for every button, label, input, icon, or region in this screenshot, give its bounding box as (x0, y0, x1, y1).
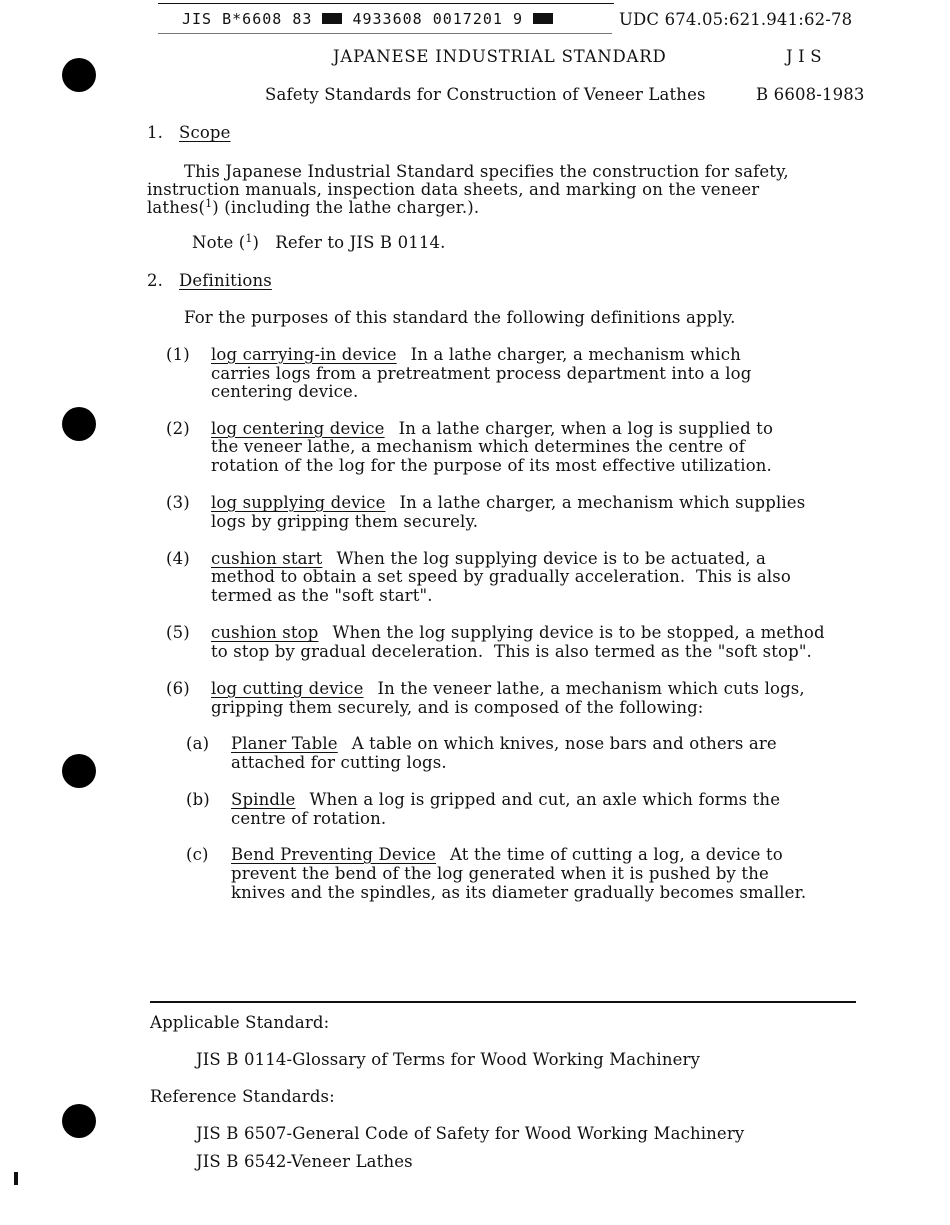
scope-line-2: instruction manuals, inspection data sheets, and marking on the veneer (147, 180, 760, 199)
def-3-text-1: In a lathe charger, a mechanism which supplies (399, 493, 806, 512)
def-3-line-2: logs by gripping them securely. (211, 512, 479, 531)
sub-b-label: (b) (186, 790, 210, 809)
sub-c-label: (c) (186, 845, 209, 864)
def-2-term: log centering device (211, 419, 385, 438)
def-1-text-1: In a lathe charger, a mechanism which (410, 345, 741, 364)
sub-a-label: (a) (186, 734, 210, 753)
reference-standards-label: Reference Standards: (150, 1087, 335, 1106)
scope-line-3-pre: lathes( (147, 198, 206, 217)
barcode-block-2 (533, 13, 553, 24)
sub-c-line-1 (231, 846, 783, 865)
def-4-line-2: method to obtain a set speed by gradually acceleration. This is also (211, 567, 791, 586)
def-1-label: (1) (166, 345, 190, 364)
def-1-line-2: carries logs from a pretreatment process department into a log (211, 364, 752, 383)
scope-note (192, 234, 446, 253)
sub-b-line-1 (231, 791, 780, 810)
def-1-line-1 (211, 346, 741, 365)
def-6-line-2: gripping them securely, and is composed of the following: (211, 698, 704, 717)
section-2-heading: Definitions (179, 271, 272, 290)
def-2-line-3: rotation of the log for the purpose of its most effective utilization. (211, 456, 772, 475)
standard-title: Safety Standards for Construction of Veneer Lathes (265, 85, 706, 104)
def-6-term: log cutting device (211, 679, 364, 698)
sub-b-text-1: When a log is gripped and cut, an axle which forms the (309, 790, 781, 809)
section-2-number: 2. (147, 271, 164, 290)
scope-line-1: This Japanese Industrial Standard specifies the construction for safety, (184, 162, 789, 181)
punch-hole-1 (62, 58, 96, 92)
section-1-number: 1. (147, 123, 164, 142)
scan-mark (14, 1172, 18, 1185)
scope-line-3-post: ) (including the lathe charger.). (212, 198, 480, 217)
scope-line-3 (147, 199, 479, 218)
def-2-line-1 (211, 420, 773, 439)
def-4-text-1: When the log supplying device is to be actuated, a (336, 549, 766, 568)
header-bottom-rule (158, 33, 612, 34)
def-3-label: (3) (166, 493, 190, 512)
def-1-line-3: centering device. (211, 382, 359, 401)
header-code-line (182, 10, 553, 28)
def-4-line-3: termed as the "soft start". (211, 586, 433, 605)
reference-standard-item-2: JIS B 6542-Veneer Lathes (196, 1152, 413, 1171)
sub-a-line-2: attached for cutting logs. (231, 753, 447, 772)
udc-code: UDC 674.05:621.941:62-78 (619, 10, 853, 29)
standard-number: B 6608-1983 (756, 85, 865, 104)
def-4-term: cushion start (211, 549, 323, 568)
org-title: JAPANESE INDUSTRIAL STANDARD (333, 47, 667, 66)
note-footnote-ref: 1 (245, 232, 253, 245)
sub-c-line-3: knives and the spindles, as its diameter gradually becomes smaller. (231, 883, 807, 902)
definitions-intro: For the purposes of this standard the following definitions apply. (184, 308, 736, 327)
def-2-text-1: In a lathe charger, when a log is supplied to (398, 419, 774, 438)
section-1-heading: Scope (179, 123, 231, 142)
reference-standard-item-1: JIS B 6507-General Code of Safety for Wood Working Machinery (196, 1124, 745, 1143)
def-1-term: log carrying-in device (211, 345, 397, 364)
def-2-line-2: the veneer lathe, a mechanism which determines the centre of (211, 437, 745, 456)
def-5-line-2: to stop by gradual deceleration. This is also termed as the "soft stop". (211, 642, 812, 661)
def-5-term: cushion stop (211, 623, 319, 642)
jis-mark: J I S (786, 47, 822, 66)
applicable-standard-label: Applicable Standard: (150, 1013, 330, 1032)
scope-footnote-ref: 1 (205, 197, 213, 210)
punch-hole-3 (62, 754, 96, 788)
def-6-line-1 (211, 680, 805, 699)
def-6-label: (6) (166, 679, 190, 698)
def-6-text-1: In the veneer lathe, a mechanism which cuts logs, (377, 679, 805, 698)
footer-divider (150, 1001, 856, 1003)
def-5-label: (5) (166, 623, 190, 642)
def-5-text-1: When the log supplying device is to be stopped, a method (332, 623, 825, 642)
sub-c-text-1: At the time of cutting a log, a device to (450, 845, 783, 864)
sub-c-line-2: prevent the bend of the log generated when it is pushed by the (231, 864, 769, 883)
punch-hole-2 (62, 407, 96, 441)
def-5-line-1 (211, 624, 825, 643)
note-post: ) Refer to JIS B 0114. (252, 233, 446, 252)
sub-b-term: Spindle (231, 790, 296, 809)
header-code-mid: 4933608 0017201 9 (352, 10, 523, 28)
def-4-label: (4) (166, 549, 190, 568)
sub-a-term: Planer Table (231, 734, 338, 753)
sub-c-term: Bend Preventing Device (231, 845, 437, 864)
header-top-rule (158, 3, 614, 4)
note-pre: Note ( (192, 233, 246, 252)
sub-a-line-1 (231, 735, 777, 754)
def-3-term: log supplying device (211, 493, 386, 512)
punch-hole-4 (62, 1104, 96, 1138)
applicable-standard-item: JIS B 0114-Glossary of Terms for Wood Working Machinery (196, 1050, 701, 1069)
sub-b-line-2: centre of rotation. (231, 809, 387, 828)
def-2-label: (2) (166, 419, 190, 438)
sub-a-text-1: A table on which knives, nose bars and others are (351, 734, 777, 753)
def-3-line-1 (211, 494, 805, 513)
barcode-block-1 (322, 13, 342, 24)
header-code-left: JIS B*6608 83 (182, 10, 313, 28)
def-4-line-1 (211, 550, 766, 569)
